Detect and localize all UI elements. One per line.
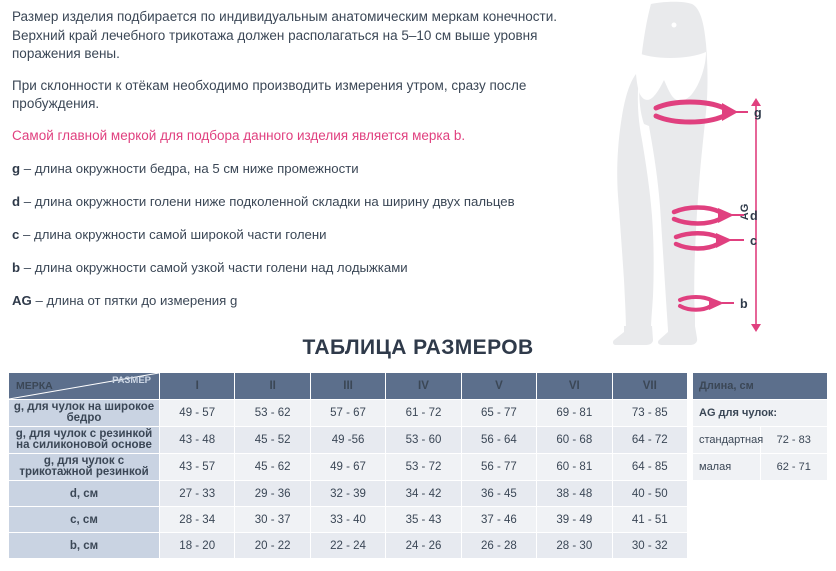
row-label-b: b, см (9, 533, 160, 559)
legend-item-d (12, 193, 592, 210)
cell-g-wide-2: 53 - 62 (235, 400, 310, 427)
column-header-3: III (310, 373, 385, 400)
illustration-label-b: b (740, 297, 748, 311)
legend-text-c: – длина окружности самой широкой части голени (19, 226, 327, 242)
cell-g-knit-1: 43 - 57 (160, 454, 235, 481)
cell-g-silicone-1: 43 - 48 (160, 427, 235, 454)
cell-d-1: 27 - 33 (160, 481, 235, 507)
cell-b-1: 18 - 20 (160, 533, 235, 559)
legend-text-ag: – длина от пятки до измерения g (31, 292, 238, 308)
cell-c-2: 30 - 37 (235, 507, 310, 533)
cell-b-7: 30 - 32 (612, 533, 687, 559)
ag-table-subheader: AG для чулок: (693, 400, 828, 427)
body-silhouette-shape (613, 2, 708, 345)
cell-d-6: 38 - 48 (537, 481, 612, 507)
legend-item-ag (12, 292, 592, 309)
cell-g-silicone-5: 56 - 64 (461, 427, 536, 454)
legend-item-b (12, 259, 592, 276)
intro-paragraph-1: Размер изделия подбирается по индивидуальным анатомическим меркам конечности. Верхний край лечебного трикотажа должен располагаться на 5–10 см выше уровня поражения вены. (12, 9, 558, 61)
table-row (9, 481, 688, 507)
cell-c-1: 28 - 34 (160, 507, 235, 533)
cell-g-wide-5: 65 - 77 (461, 400, 536, 427)
legend-key-d: d (12, 193, 21, 209)
cell-c-4: 35 - 43 (386, 507, 461, 533)
cell-g-knit-2: 45 - 62 (235, 454, 310, 481)
legend-key-ag: AG (12, 292, 32, 308)
intro-paragraph-2: При склонности к отёкам необходимо производить измерения утром, сразу после пробуждения. (12, 77, 527, 111)
illustration-label-ag: AG (739, 203, 751, 221)
table-row (9, 507, 688, 533)
legend-text-d: – длина окружности голени ниже подколенной складки на ширину двух пальцев (20, 193, 515, 209)
cell-g-knit-7: 64 - 85 (612, 454, 687, 481)
column-header-4: IV (386, 373, 461, 400)
illustration-label-d: d (750, 209, 758, 223)
cell-d-7: 40 - 50 (612, 481, 687, 507)
row-label-g-knit: g, для чулок с трикотажной резинкой (9, 454, 160, 481)
navel-dot (672, 23, 677, 28)
corner-col-label: РАЗМЕР (112, 375, 151, 386)
column-header-1: I (160, 373, 235, 400)
cell-d-2: 29 - 36 (235, 481, 310, 507)
corner-row-label: МЕРКА (16, 380, 53, 392)
legend-item-c (12, 226, 592, 243)
ag-table-header: Длина, см (693, 373, 828, 400)
cell-c-7: 41 - 51 (612, 507, 687, 533)
cell-c-6: 39 - 49 (537, 507, 612, 533)
table-corner-cell (9, 373, 160, 400)
row-label-g-wide: g, для чулок на широкое бедро (9, 400, 160, 427)
column-header-6: VI (537, 373, 612, 400)
ag-header-row (693, 373, 828, 400)
ag-row-label-standard: стандартная (693, 427, 761, 454)
cell-g-knit-6: 60 - 81 (537, 454, 612, 481)
legend-item-g (12, 160, 592, 177)
cell-g-silicone-4: 53 - 60 (386, 427, 461, 454)
cell-g-wide-4: 61 - 72 (386, 400, 461, 427)
ag-subheader-row (693, 400, 828, 427)
cell-b-2: 20 - 22 (235, 533, 310, 559)
instructions-column (12, 8, 592, 325)
table-row (9, 400, 688, 427)
cell-b-3: 22 - 24 (310, 533, 385, 559)
cell-g-silicone-2: 45 - 52 (235, 427, 310, 454)
cell-g-knit-4: 53 - 72 (386, 454, 461, 481)
cell-g-wide-7: 73 - 85 (612, 400, 687, 427)
table-row (9, 427, 688, 454)
ag-row-standard (693, 427, 828, 454)
cell-g-silicone-6: 60 - 68 (537, 427, 612, 454)
cell-g-silicone-7: 64 - 72 (612, 427, 687, 454)
legend-key-b: b (12, 259, 21, 275)
ag-row-small (693, 454, 828, 481)
table-title: ТАБЛИЦА РАЗМЕРОВ (302, 336, 534, 359)
cell-g-wide-1: 49 - 57 (160, 400, 235, 427)
row-label-g-silicone: g, для чулок с резинкой на силиконовой основе (9, 427, 160, 454)
cell-b-4: 24 - 26 (386, 533, 461, 559)
cell-c-3: 33 - 40 (310, 507, 385, 533)
column-header-2: II (235, 373, 310, 400)
legend-text-g: – длина окружности бедра, на 5 см ниже промежности (20, 160, 359, 176)
cell-d-5: 36 - 45 (461, 481, 536, 507)
ag-length-table (692, 372, 828, 481)
leg-measurement-illustration (596, 0, 836, 345)
illustration-label-c: c (750, 234, 757, 248)
intro-accent-note: Самой главной меркой для подбора данного изделия является мерка b. (12, 127, 466, 143)
row-label-c: c, см (9, 507, 160, 533)
cell-b-6: 28 - 30 (537, 533, 612, 559)
legend-text-b: – длина окружности самой узкой части голени над лодыжками (20, 259, 408, 275)
cell-d-3: 32 - 39 (310, 481, 385, 507)
ag-row-value-standard: 72 - 83 (760, 427, 828, 454)
legend-key-c: c (12, 226, 20, 242)
cell-c-5: 37 - 46 (461, 507, 536, 533)
ag-row-value-small: 62 - 71 (760, 454, 828, 481)
column-header-7: VII (612, 373, 687, 400)
cell-g-wide-3: 57 - 67 (310, 400, 385, 427)
size-table (8, 372, 688, 559)
cell-b-5: 26 - 28 (461, 533, 536, 559)
illustration-label-g: g (754, 106, 762, 120)
cell-g-knit-5: 56 - 77 (461, 454, 536, 481)
ag-row-label-small: малая (693, 454, 761, 481)
cell-g-wide-6: 69 - 81 (537, 400, 612, 427)
column-header-5: V (461, 373, 536, 400)
cell-g-knit-3: 49 - 67 (310, 454, 385, 481)
cell-g-silicone-3: 49 -56 (310, 427, 385, 454)
table-header-row (9, 373, 688, 400)
table-row (9, 454, 688, 481)
row-label-d: d, см (9, 481, 160, 507)
table-row (9, 533, 688, 559)
legend-key-g: g (12, 160, 21, 176)
cell-d-4: 34 - 42 (386, 481, 461, 507)
